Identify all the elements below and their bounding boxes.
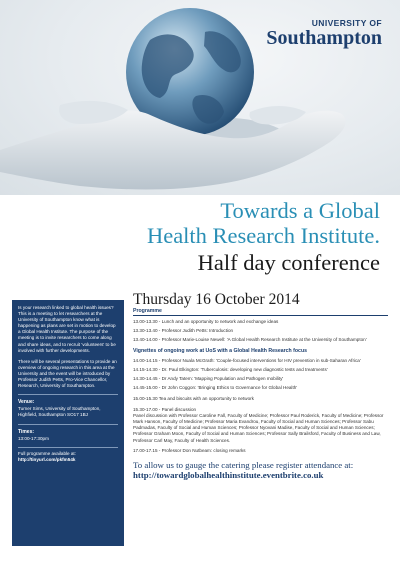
sidebar-divider [18,447,118,448]
sidebar-intro: Is your research linked to global health issues? This is a meeting to let researchers at the University of Southampton know what is happening as plans are set in motion to develop a Global Health Institute. The purpose of the meeting is to invite researchers to come along and share ideas, and to recruit 'volunteers' to be involved with further developments. [18,305,116,353]
programme-item: 13.40-14.00 - Professor Marie-Louise Newell: 'A Global Health Research Institute at the University of Southampton' [133,337,367,343]
register-text: To allow us to gauge the catering please register attendance at: [133,459,354,470]
register-link[interactable]: http://towardglobalhealthinstitute.eventbrite.co.uk [133,470,324,481]
closing-remarks: 17.00-17.15 - Professor Don Nutbeam: closing remarks [133,447,246,453]
title-line-3: Half day conference [197,250,380,275]
info-sidebar [12,300,124,546]
vignettes-heading: Vignettes of ongoing work at UoS with a Global Health Research focus [133,348,307,355]
sidebar-detail: There will be several presentations to provide an overview of ongoing research in this area at the University and the event will be introduced by Professor Judith Petts, Pro-Vice Chancellor, Research, University of Southampton. [18,358,117,389]
programme-heading: Programme [133,308,388,316]
programme-item: 13.30-13.40 - Professor Judith Petts: Introduction [133,328,234,334]
times-value: 13:00-17:30pm [18,435,49,441]
vignette-item: 14.00-14.15 - Professor Nuala McGrath: 'Couple-focused interventions for HIV prevention in sub-Saharan Africa' [133,357,361,363]
programme-item: 13.00-13.30 - Lunch and an opportunity to network and exchange ideas [133,319,279,325]
vignette-item: 14.45-15.00 - Dr John Coggon: 'Bringing Ethics to Governance for Global Health' [133,384,298,390]
programme-availability-text: Full programme available at: [18,450,76,456]
title-line-1: Towards a Global [220,198,380,223]
venue-value: Turner Sims, University of Southampton, Highfield, Southampton SO17 1BJ [18,406,101,418]
sidebar-divider [18,394,118,395]
logo-southampton: Southampton [266,27,382,49]
sidebar-divider [18,424,118,425]
venue-label: Venue: [18,399,35,406]
tea-break: 15.00-15.30 Tea and biscuits with an opportunity to network [133,395,254,401]
vignette-item: 14.30-14.45 - Dr Andy Tatem: 'Mapping Population and Pathogen mobility' [133,375,284,381]
main-content [133,291,388,481]
title-line-2: Health Research Institute. [146,223,380,248]
panel-time: 15.30-17.00 - Panel discussion [133,407,197,413]
programme-link[interactable]: http://tinyurl.com/pkfm54k [18,456,76,462]
logo-university-of: UNIVERSITY OF [311,18,382,28]
hero-image [0,0,400,195]
vignette-item: 14.15-14.30 - Dr. Paul Elkington: 'Tuberculosis: developing new diagnostic tests and treatments' [133,366,328,372]
university-logo [266,18,382,48]
times-label: Times: [18,428,35,435]
event-date: Thursday 16 October 2014 [133,291,300,308]
panel-description: Panel discussion with Professor Caroline Fall, Faculty of Medicine; Professor Paul Roderick, Faculty of Medicine; Professor Mark Hanson, Faculty of Medicine; Professor Maria Evandrou, Faculty of Social and Human Sciences; Professor Sabu Padmadas, Faculty of Social and Human Sciences; Professor Nyovani Madise, Faculty of Social and Human Sciences; Professor Graham Moon, Faculty of Social and Human Sciences; Professor Sally Brailsford, Faculty of Business and Law, Professor Carl May, Faculty of Health Sciences. [133,413,384,443]
conference-title [0,198,380,276]
